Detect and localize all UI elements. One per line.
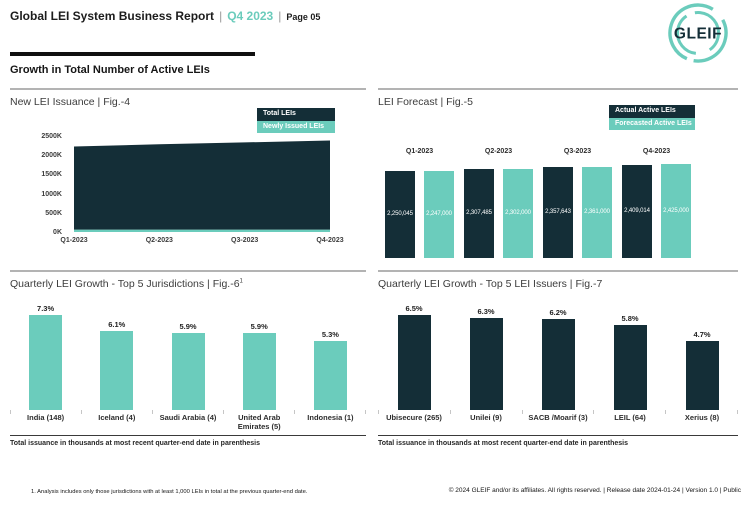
percent-label: 6.3%	[477, 306, 495, 316]
y-axis-tick-label: 2500K	[41, 133, 62, 140]
quarter-label: Q2-2023	[484, 148, 513, 155]
chart-title-fig6-sup: 1	[239, 278, 243, 285]
bar-zone	[614, 304, 647, 410]
axis-tick	[593, 410, 594, 414]
axis-tick	[737, 410, 738, 414]
bar-zone	[542, 304, 575, 410]
bar-zone	[243, 304, 276, 410]
bar-zone	[470, 304, 503, 410]
forecast-bar	[661, 164, 691, 258]
bar-value-label: 2,425,000	[663, 208, 689, 214]
axis-tick	[522, 410, 523, 414]
x-axis-tick-label: Q2-2023	[145, 237, 173, 244]
legend-fig4	[257, 108, 335, 133]
percent-label: 6.1%	[108, 319, 126, 329]
bar	[314, 341, 347, 410]
area-chart-fig4	[74, 137, 330, 232]
y-axis-tick-label: 1000K	[41, 190, 62, 198]
category-label: Indonesia (1)	[307, 413, 354, 422]
chart-title-fig4: New LEI Issuance | Fig.-4	[10, 96, 131, 108]
section-title: Growth in Total Number of Active LEIs	[10, 64, 210, 76]
legend-item: Total LEIs	[257, 108, 335, 121]
actual-bar	[385, 171, 415, 258]
legend-item: Actual Active LEIs	[609, 105, 695, 118]
forecast-bar	[503, 169, 533, 258]
x-axis-tick-label: Q1-2023	[60, 237, 88, 244]
newly-issued-leis-strip	[74, 230, 330, 232]
bar-value-label: 2,409,014	[624, 208, 650, 215]
percent-label: 6.5%	[405, 304, 423, 313]
bar-pair	[464, 164, 533, 258]
gleif-logo	[653, 2, 743, 64]
bar-value-label: 2,361,000	[584, 209, 610, 216]
bar-zone	[686, 304, 719, 410]
bar	[470, 318, 503, 410]
axis-tick	[294, 410, 295, 414]
bar-pair	[385, 164, 454, 258]
bar-value-label: 2,247,000	[426, 211, 452, 218]
forecast-bar	[424, 171, 454, 258]
title-separator: |	[219, 9, 223, 23]
copyright-line: © 2024 GLEIF and/or its affiliates. All rights reserved. | Release date 2024-01-24 | Version 1.0 | Public	[448, 487, 741, 494]
quarter-group	[385, 148, 454, 258]
bar	[243, 333, 276, 410]
chart-title-fig6	[10, 278, 243, 290]
bar-pair	[543, 164, 612, 258]
category-label: United Arab Emirates (5)	[237, 413, 281, 431]
x-axis-fig4	[60, 237, 344, 247]
bar-value-label: 2,250,045	[387, 211, 413, 218]
y-axis-tick-label: 2000K	[41, 152, 62, 160]
logo-text: GLEIF	[673, 25, 723, 43]
panel-lei-forecast	[378, 88, 738, 263]
percent-label: 7.3%	[37, 304, 55, 313]
report-title: Global LEI System Business Report	[10, 9, 215, 23]
axis-tick	[665, 410, 666, 414]
axis-tick	[81, 410, 82, 414]
footnote-fig7: Total issuance in thousands at most recent quarter-end date in parenthesis	[378, 440, 628, 447]
page-number: Page 05	[286, 12, 321, 22]
percent-label: 4.7%	[693, 330, 711, 340]
bar-zone	[172, 304, 205, 410]
chart-title-fig5: LEI Forecast | Fig.-5	[378, 96, 473, 108]
baseline-ticks-fig7	[378, 410, 738, 414]
bar	[542, 319, 575, 410]
percent-label: 5.9%	[179, 322, 197, 332]
legend-item: Newly Issued LEIs	[257, 121, 335, 134]
bar-pair	[622, 164, 691, 258]
bar-zone	[314, 304, 347, 410]
bar	[686, 341, 719, 410]
actual-bar	[622, 165, 652, 258]
bar	[29, 315, 62, 410]
chart-title-fig6-text: Quarterly LEI Growth - Top 5 Jurisdictions | Fig.-6	[10, 278, 240, 290]
axis-tick	[365, 410, 366, 414]
baseline-ticks-fig6	[10, 410, 366, 414]
bar-groups-fig5	[385, 148, 691, 258]
total-leis-area	[74, 141, 330, 230]
quarter-label: Q1-2023	[405, 148, 434, 155]
forecast-bar	[582, 167, 612, 259]
percent-label: 5.8%	[621, 314, 639, 324]
axis-tick	[223, 410, 224, 414]
axis-tick	[152, 410, 153, 414]
axis-tick	[10, 410, 11, 414]
analysis-footnote: 1. Analysis includes only those jurisdictions with at least 1,000 LEIs in total at the previous quarter-end date.	[31, 489, 308, 495]
category-label: Ubisecure (265)	[386, 413, 442, 422]
quarter-label: Q3-2023	[563, 148, 592, 155]
legend-fig5	[609, 105, 695, 130]
quarter-group	[543, 148, 612, 258]
bar-zone	[100, 304, 133, 410]
axis-tick	[378, 410, 379, 414]
category-label: Unilei (9)	[470, 413, 502, 422]
legend-item: Forecasted Active LEIs	[609, 118, 695, 131]
x-axis-tick-label: Q4-2023	[316, 237, 344, 244]
bar-value-label: 2,307,485	[466, 210, 492, 217]
y-axis-tick-label: 1500K	[41, 171, 62, 179]
bar	[100, 331, 133, 410]
y-axis-fig4	[10, 133, 62, 236]
category-label: Saudi Arabia (4)	[159, 413, 217, 422]
panel-top5-lei-issuers	[378, 270, 738, 455]
title-separator: |	[278, 9, 282, 23]
percent-label: 5.3%	[321, 330, 339, 339]
actual-bar	[543, 167, 573, 258]
percent-label: 6.2%	[549, 308, 567, 318]
percent-label: 5.9%	[250, 322, 268, 332]
category-label: Xerius (8)	[684, 413, 720, 422]
bar-value-label: 2,302,000	[505, 210, 531, 217]
quarter-group	[622, 148, 691, 258]
header-title-row	[10, 9, 320, 23]
chart-title-fig7-text: Quarterly LEI Growth - Top 5 LEI Issuers | Fig.-7	[378, 278, 603, 290]
footnote-fig6: Total issuance in thousands at most recent quarter-end date in parenthesis	[10, 440, 260, 447]
quarter-group	[464, 148, 533, 258]
category-label: India (148)	[27, 413, 65, 422]
axis-tick	[450, 410, 451, 414]
bar	[398, 315, 431, 410]
bar	[172, 333, 205, 410]
footnote-rule-fig7	[378, 435, 738, 436]
bar	[614, 325, 647, 410]
category-label: SACB /Moarif (3)	[528, 413, 588, 422]
x-axis-tick-label: Q3-2023	[231, 237, 259, 244]
y-axis-tick-label: 500K	[45, 209, 62, 217]
quarter-label: Q4-2023	[642, 148, 671, 155]
header-divider	[10, 52, 255, 56]
bar-zone	[29, 304, 62, 410]
footnote-rule-fig6	[10, 435, 366, 436]
report-period: Q4 2023	[227, 9, 274, 23]
category-label: LEIL (64)	[614, 413, 646, 422]
actual-bar	[464, 169, 494, 258]
chart-title-fig7	[378, 278, 602, 290]
panel-new-lei-issuance	[10, 88, 366, 263]
panel-top5-jurisdictions	[10, 270, 366, 455]
bar-zone	[398, 304, 431, 410]
category-label: Iceland (4)	[98, 413, 136, 422]
y-axis-tick-label: 0K	[53, 228, 62, 236]
bar-value-label: 2,357,643	[545, 209, 571, 216]
